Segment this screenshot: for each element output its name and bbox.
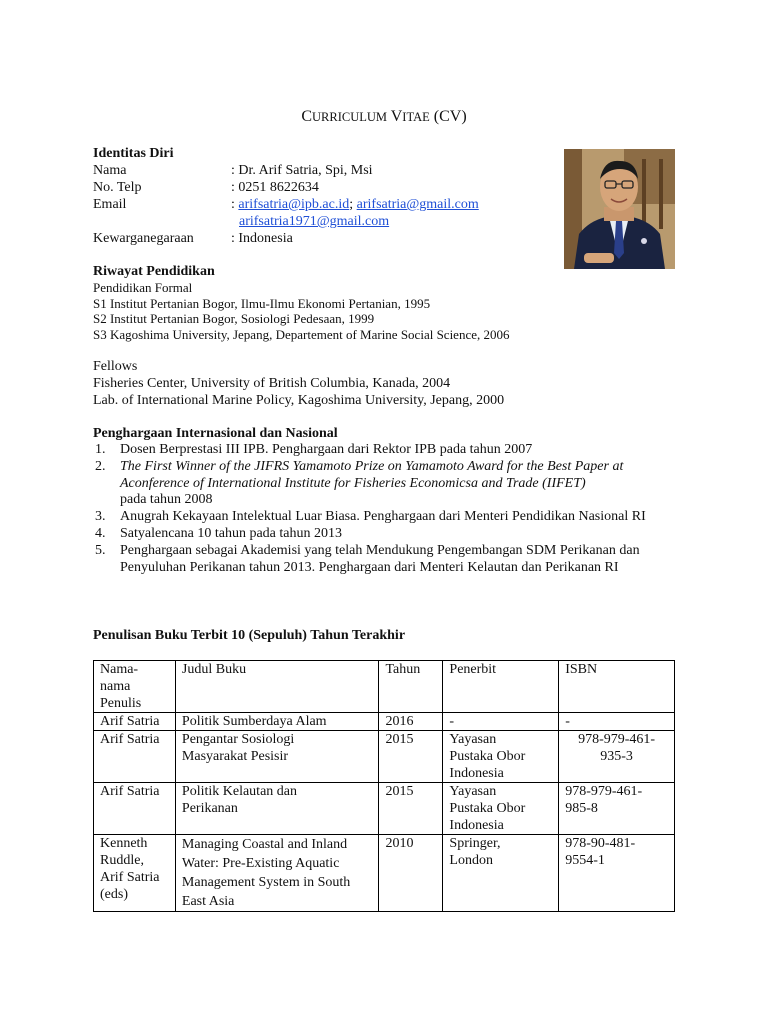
profile-photo (564, 149, 675, 269)
email-value-2 (239, 214, 389, 230)
education-s2: S2 Institut Pertanian Bogor, Sosiologi Pedesaan, 1999 (93, 311, 375, 326)
cell-publisher: Yayasan Pustaka Obor Indonesia (443, 783, 559, 835)
table-header-row (94, 661, 675, 713)
books-heading: Penulisan Buku Terbit 10 (Sepuluh) Tahun Terakhir (93, 628, 406, 643)
awards-list (95, 442, 685, 576)
fellows-item-2: Lab. of International Marine Policy, Kagoshima University, Jepang, 2000 (93, 393, 505, 408)
cell-publisher: Yayasan Pustaka Obor Indonesia (443, 731, 559, 783)
cell-title: Managing Coastal and Inland Water: Pre-Existing Aquatic Management System in South East Asia (175, 835, 379, 912)
award-text: Penghargaan sebagai Akademisi yang telah Mendukung Pengembangan SDM Perikanan dan Penyuluhan Perikanan tahun 2013. Penghargaan dari Menteri Kelautan dan Perikanan RI (120, 542, 640, 575)
email-label: Email (93, 197, 127, 212)
education-s3: S3 Kagoshima University, Jepang, Departement of Marine Social Science, 2006 (93, 327, 510, 342)
cv-title-first-letter-c: C (301, 108, 312, 125)
award-text: Anugrah Kekayaan Intelektual Luar Biasa. Penghargaan dari Menteri Pendidikan Nasional RI (120, 509, 646, 525)
nationality-label: Kewarganegaraan (93, 231, 194, 246)
cell-authors: Arif Satria (94, 713, 176, 731)
cell-title: Pengantar Sosiologi Masyarakat Pesisir (175, 731, 379, 783)
phone-label: No. Telp (93, 180, 142, 195)
phone-value: : 0251 8622634 (231, 180, 319, 195)
award-text-after: pada tahun 2008 (120, 492, 213, 508)
cell-year: 2010 (379, 835, 443, 912)
cv-title (0, 108, 768, 126)
cell-authors: Arif Satria (94, 783, 176, 835)
books-table (93, 660, 675, 912)
award-item (95, 509, 685, 526)
name-label: Nama (93, 163, 127, 178)
cv-title-first-letter-v: V (390, 108, 403, 125)
cell-isbn: 978-979-461- 985-8 (559, 783, 675, 835)
cell-authors: Arif Satria (94, 731, 176, 783)
cell-isbn: - (559, 713, 675, 731)
table-row (94, 731, 675, 783)
award-number: 4. (95, 525, 106, 541)
email-value (231, 197, 479, 213)
award-item (95, 526, 685, 543)
award-text: Dosen Berprestasi III IPB. Penghargaan dari Rektor IPB pada tahun 2007 (120, 442, 533, 457)
cell-title: Politik Sumberdaya Alam (175, 713, 379, 731)
cell-isbn: 978-90-481- 9554-1 (559, 835, 675, 912)
award-number: 1. (95, 442, 106, 457)
award-item (95, 459, 685, 509)
education-heading: Riwayat Pendidikan (93, 264, 215, 279)
cell-isbn: 978-979-461- 935-3 (559, 731, 675, 783)
header-isbn: ISBN (559, 661, 675, 713)
award-item (95, 543, 685, 577)
table-row (94, 713, 675, 731)
award-number: 2. (95, 458, 106, 474)
cv-title-smallcaps-1: URRICULUM (312, 110, 388, 124)
awards-heading: Penghargaan Internasional dan Nasional (93, 426, 338, 441)
email-separator: ; (349, 197, 354, 212)
table-row (94, 835, 675, 912)
award-text: Satyalencana 10 tahun pada tahun 2013 (120, 525, 342, 541)
nationality-value: : Indonesia (231, 231, 293, 246)
header-title: Judul Buku (175, 661, 379, 713)
cv-title-suffix: (CV) (433, 108, 467, 125)
table-row (94, 783, 675, 835)
award-number: 5. (95, 542, 106, 558)
education-s1: S1 Institut Pertanian Bogor, Ilmu-Ilmu Ekonomi Pertanian, 1995 (93, 296, 431, 311)
email-link-ipb[interactable]: arifsatria@ipb.ac.id (238, 197, 350, 212)
education-formal-label: Pendidikan Formal (93, 280, 193, 295)
award-number: 3. (95, 509, 106, 525)
header-year: Tahun (379, 661, 443, 713)
award-text-italic: The First Winner of the JIFRS Yamamoto Prize on Yamamoto Award for the Best Paper at Aconference of International Institute for Fisheries Economicsa and Trade (IIFET) (120, 458, 624, 491)
header-publisher: Penerbit (443, 661, 559, 713)
email-link-gmail-1971[interactable]: arifsatria1971@gmail.com (239, 214, 390, 229)
cv-title-smallcaps-2: ITAE (402, 110, 430, 124)
cell-year: 2016 (379, 713, 443, 731)
cell-publisher: - (443, 713, 559, 731)
cell-authors: Kenneth Ruddle, Arif Satria (eds) (94, 835, 176, 912)
cell-year: 2015 (379, 731, 443, 783)
fellows-item-1: Fisheries Center, University of British Columbia, Kanada, 2004 (93, 376, 451, 391)
cell-year: 2015 (379, 783, 443, 835)
header-authors: Nama- nama Penulis (94, 661, 176, 713)
fellows-heading: Fellows (93, 359, 138, 374)
cell-publisher: Springer, London (443, 835, 559, 912)
cell-title: Politik Kelautan dan Perikanan (175, 783, 379, 835)
email-link-gmail[interactable]: arifsatria@gmail.com (356, 197, 479, 212)
identity-heading: Identitas Diri (93, 146, 174, 161)
name-value: : Dr. Arif Satria, Spi, Msi (231, 163, 373, 178)
email-colon: : (231, 197, 235, 212)
award-item (95, 442, 685, 459)
